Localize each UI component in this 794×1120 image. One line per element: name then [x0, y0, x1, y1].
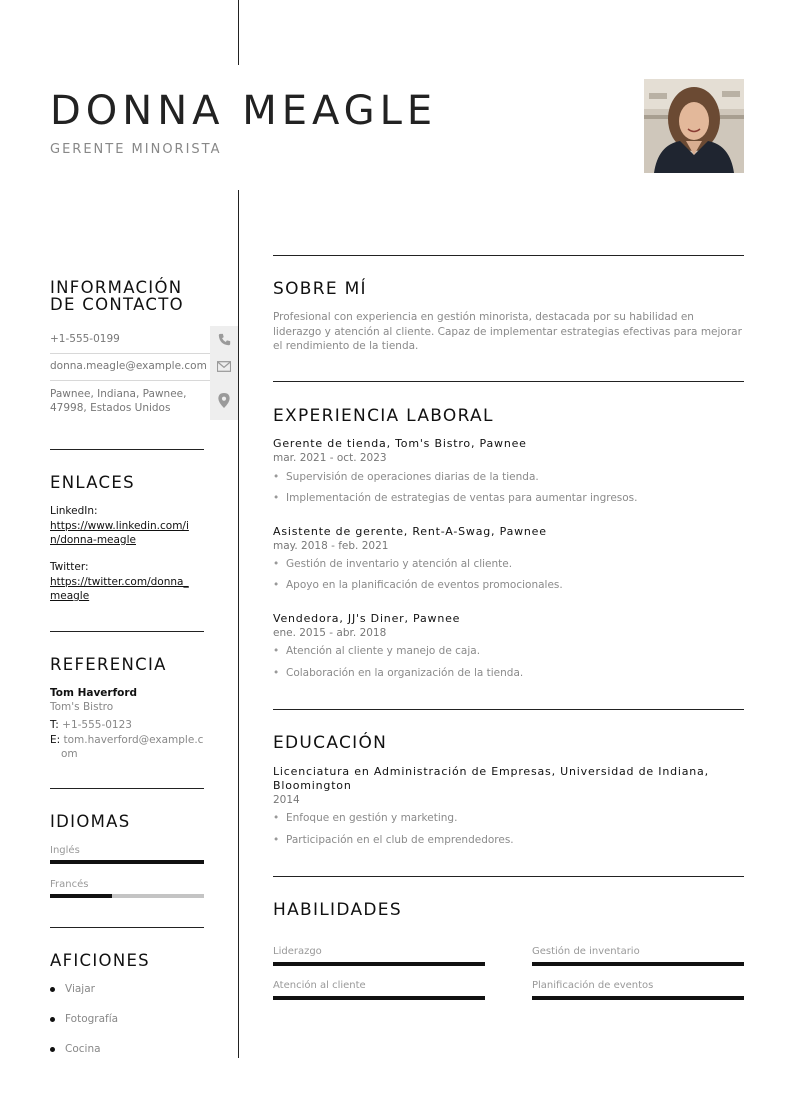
- twitter-link-line1[interactable]: https://twitter.com/donna_: [50, 576, 189, 588]
- profile-photo: [644, 79, 744, 173]
- bullet-text: Atención al cliente y manejo de caja.: [286, 645, 481, 657]
- linkedin-label: LinkedIn:: [50, 505, 98, 517]
- hobby-item: [50, 1043, 101, 1055]
- reference-heading: REFERENCIA: [50, 655, 167, 674]
- bullet-icon: •: [273, 645, 280, 657]
- contact-address-line2: 47998, Estados Unidos: [50, 402, 171, 414]
- bullet-icon: •: [273, 579, 280, 591]
- reference-email-line2[interactable]: om: [61, 748, 78, 760]
- phone-icon: [210, 326, 238, 353]
- map-pin-icon: [210, 380, 238, 420]
- reference-email-row: [50, 733, 203, 761]
- links-divider: [50, 449, 204, 450]
- linkedin-link-line2[interactable]: n/donna-meagle: [50, 534, 136, 546]
- job-2-title: Asistente de gerente, Rent-A-Swag, Pawnee: [273, 525, 547, 538]
- bullet-icon: •: [273, 834, 280, 846]
- languages-heading: IDIOMAS: [50, 812, 131, 831]
- bullet-text: Supervisión de operaciones diarias de la tienda.: [286, 471, 539, 483]
- bullet-text: Implementación de estrategias de ventas para aumentar ingresos.: [286, 492, 638, 504]
- language-french-bar: [50, 894, 204, 898]
- language-english-label: Inglés: [50, 845, 80, 856]
- education-divider: [273, 709, 744, 710]
- education-bullet-2: [273, 834, 514, 846]
- bullet-icon: •: [273, 471, 280, 483]
- links-heading: ENLACES: [50, 473, 135, 492]
- bullet-icon: •: [273, 492, 280, 504]
- education-degree: [273, 765, 709, 793]
- skill-customer-service-bar: [273, 996, 485, 1000]
- job-1-dates: mar. 2021 - oct. 2023: [273, 452, 387, 464]
- bullet-icon: •: [273, 812, 280, 824]
- bullet-text: Apoyo en la planificación de eventos promocionales.: [286, 579, 563, 591]
- about-text-line2: liderazgo y atención al cliente. Capaz de implementar estrategias efectivas para mejorar: [273, 325, 742, 338]
- about-heading: SOBRE MÍ: [273, 279, 367, 299]
- envelope-icon: [210, 353, 238, 380]
- contact-phone[interactable]: +1-555-0199: [50, 333, 120, 345]
- bullet-dot-icon: [50, 1017, 55, 1022]
- experience-heading: EXPERIENCIA LABORAL: [273, 406, 494, 426]
- education-heading: EDUCACIÓN: [273, 733, 388, 753]
- skill-event-planning-label: Planificación de eventos: [532, 980, 654, 991]
- contact-email-row: [50, 353, 238, 381]
- reference-divider: [50, 631, 204, 632]
- language-english-fill: [50, 860, 204, 864]
- reference-phone-row: [50, 719, 132, 731]
- language-english-bar: [50, 860, 204, 864]
- job-1-bullet-2: [273, 492, 638, 504]
- contact-phone-row: [50, 326, 238, 354]
- reference-email-line1[interactable]: tom.haverford@example.c: [63, 734, 204, 746]
- education-degree-line1: Licenciatura en Administración de Empresas, Universidad de Indiana,: [273, 765, 709, 778]
- about-text: [273, 310, 743, 354]
- bullet-icon: •: [273, 667, 280, 679]
- about-text-line3: el rendimiento de la tienda.: [273, 340, 419, 352]
- education-year: 2014: [273, 794, 300, 806]
- hobby-item: [50, 983, 95, 995]
- education-degree-line2: Bloomington: [273, 779, 352, 792]
- bullet-dot-icon: [50, 987, 55, 992]
- reference-name: Tom Haverford: [50, 687, 138, 699]
- hobby-item: [50, 1013, 118, 1025]
- skill-inventory-bar: [532, 962, 744, 966]
- job-2-bullet-1: [273, 558, 512, 570]
- side-divider-line: [238, 190, 239, 1058]
- skill-customer-service-label: Atención al cliente: [273, 980, 366, 991]
- twitter-label: Twitter:: [50, 561, 89, 573]
- job-1-bullet-1: [273, 471, 539, 483]
- job-1-title: Gerente de tienda, Tom's Bistro, Pawnee: [273, 437, 527, 450]
- job-3-dates: ene. 2015 - abr. 2018: [273, 627, 387, 639]
- language-french-fill: [50, 894, 112, 898]
- job-3-title: Vendedora, JJ's Diner, Pawnee: [273, 612, 461, 625]
- contact-email[interactable]: donna.meagle@example.com: [50, 360, 207, 372]
- skills-heading: HABILIDADES: [273, 900, 402, 920]
- reference-phone-label: T:: [50, 719, 59, 731]
- contact-heading-line2: DE CONTACTO: [50, 295, 184, 315]
- hobby-label: Cocina: [65, 1043, 101, 1055]
- skill-event-planning-bar: [532, 996, 744, 1000]
- bullet-icon: •: [273, 558, 280, 570]
- reference-email-label: E:: [50, 734, 61, 746]
- hobby-label: Viajar: [65, 983, 95, 995]
- languages-divider: [50, 788, 204, 789]
- job-2-bullet-2: [273, 579, 563, 591]
- bullet-text: Colaboración en la organización de la tienda.: [286, 667, 524, 679]
- job-3-bullet-1: [273, 645, 480, 657]
- linkedin-link-line1[interactable]: https://www.linkedin.com/i: [50, 520, 189, 532]
- job-3-bullet-2: [273, 667, 523, 679]
- bullet-text: Participación en el club de emprendedores.: [286, 834, 514, 846]
- candidate-name: DONNA MEAGLE: [50, 88, 438, 134]
- education-bullet-1: [273, 812, 457, 824]
- contact-address-row: [50, 380, 238, 420]
- hobbies-divider: [50, 927, 204, 928]
- job-title: GERENTE MINORISTA: [50, 142, 222, 157]
- twitter-link-line2[interactable]: meagle: [50, 590, 90, 602]
- bullet-text: Gestión de inventario y atención al cliente.: [286, 558, 513, 570]
- contact-heading: [50, 279, 184, 314]
- top-divider-line: [238, 0, 239, 65]
- skill-leadership-bar: [273, 962, 485, 966]
- skill-leadership-label: Liderazgo: [273, 946, 322, 957]
- skill-inventory-label: Gestión de inventario: [532, 946, 640, 957]
- experience-divider: [273, 381, 744, 382]
- contact-address-line1: Pawnee, Indiana, Pawnee,: [50, 388, 187, 400]
- about-divider: [273, 255, 744, 256]
- twitter-link[interactable]: [50, 575, 189, 603]
- reference-company: Tom's Bistro: [50, 701, 114, 713]
- contact-address: [50, 387, 186, 415]
- job-2-dates: may. 2018 - feb. 2021: [273, 540, 389, 552]
- contact-heading-line1: INFORMACIÓN: [50, 278, 183, 297]
- language-french-label: Francés: [50, 879, 89, 890]
- bullet-dot-icon: [50, 1047, 55, 1052]
- about-text-line1: Profesional con experiencia en gestión minorista, destacada por su habilidad en: [273, 311, 694, 323]
- hobbies-heading: AFICIONES: [50, 951, 150, 970]
- reference-phone[interactable]: +1-555-0123: [62, 719, 132, 731]
- linkedin-link[interactable]: [50, 519, 189, 547]
- skills-divider: [273, 876, 744, 877]
- hobby-label: Fotografía: [65, 1013, 119, 1025]
- bullet-text: Enfoque en gestión y marketing.: [286, 812, 458, 824]
